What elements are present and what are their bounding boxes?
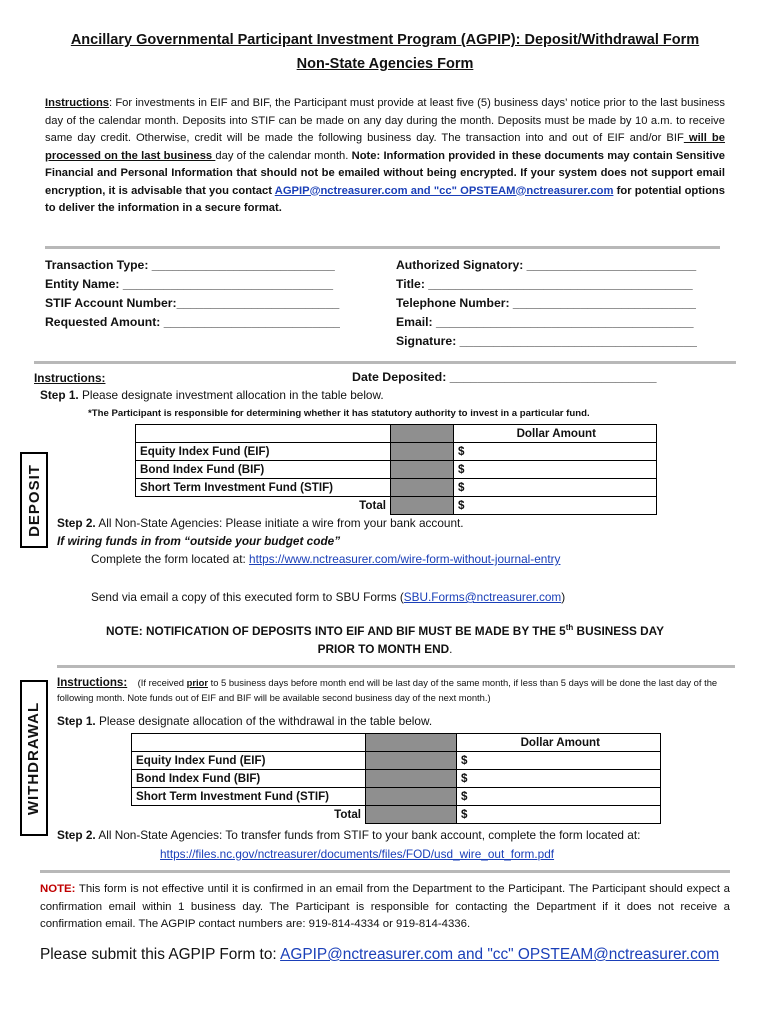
- title-field[interactable]: Title: _______________________________________: [396, 277, 693, 291]
- amount-cell[interactable]: $: [454, 461, 657, 479]
- withdrawal-side-label: WITHDRAWAL: [20, 680, 48, 836]
- intro-note-end: for potential options to deliver the information in a secure format.: [45, 184, 725, 214]
- withdrawal-table: [131, 733, 661, 824]
- withdrawal-instructions: Instructions: (If received prior to 5 business days before month end will be last day of the same month, if less than 5 days will be done the last day of the following month. Note funds out of EIF and BIF will be available second business day of the next month.): [57, 676, 718, 703]
- footer-note: NOTE: This form is not effective until it is confirmed in an email from the Department to the Participant. The Participant should expect a confirmation email within 1 business day. The Participant is responsible for contacting the Department if it does not receive a confirmation email. The AGPIP contact numbers are: 919-814-4334 or 919-814-4336.: [40, 883, 730, 930]
- date-deposited-field[interactable]: Date Deposited: ______________________________: [352, 370, 657, 384]
- dollar-amount-header: Dollar Amount: [457, 734, 661, 752]
- dollar-amount-header: Dollar Amount: [454, 425, 657, 443]
- amount-cell[interactable]: $: [454, 479, 657, 497]
- intro-label: Instructions: [45, 97, 110, 109]
- deposit-table: [135, 424, 657, 515]
- stif-account-field[interactable]: STIF Account Number:________________________: [45, 296, 340, 310]
- wire-form-link[interactable]: https://www.nctreasurer.com/wire-form-without-journal-entry: [249, 552, 561, 566]
- transaction-type-field[interactable]: Transaction Type: ___________________________: [45, 258, 335, 272]
- email-field[interactable]: Email: ______________________________________: [396, 315, 694, 329]
- authority-note: *The Participant is responsible for determining whether it has statutory authority to invest in a particular fund.: [88, 408, 590, 419]
- telephone-field[interactable]: Telephone Number: ___________________________: [396, 296, 696, 310]
- complete-form-line: Complete the form located at: https://www.nctreasurer.com/wire-form-without-journal-entry: [91, 552, 561, 566]
- intro-text: : For investments in EIF and BIF, the Participant must provide at least five (5) business days’ notice prior to the last business day of the calendar month. Deposits into STIF can be made on any day during the month. Deposits must be made by 10 a.m. to receive same day credit. Otherwise, credit will be made the following business day. The transaction into and out of EIF and/or BIF: [45, 97, 725, 144]
- wire-out-form-link[interactable]: https://files.nc.gov/nctreasurer/documents/files/FOD/usd_wire_out_form.pdf: [160, 847, 555, 861]
- fund-name: Bond Index Fund (BIF): [132, 770, 366, 788]
- fund-name: Short Term Investment Fund (STIF): [132, 788, 366, 806]
- amount-cell[interactable]: $: [457, 752, 661, 770]
- divider: [57, 665, 735, 668]
- deposit-step1: Step 1. Please designate investment allocation in the table below.: [40, 388, 384, 402]
- amount-cell[interactable]: $: [457, 788, 661, 806]
- amount-cell[interactable]: $: [457, 770, 661, 788]
- signature-field[interactable]: Signature: ___________________________________: [396, 334, 697, 348]
- divider: [40, 870, 730, 873]
- fund-name: Bond Index Fund (BIF): [136, 461, 391, 479]
- intro-note: Note: Information provided in these documents may contain Sensitive Financial and Personal Information that should not be emailed without being encrypted. If your system does not support email encryption, it is advisable that you contact: [45, 149, 726, 197]
- withdrawal-step2: Step 2. All Non-State Agencies: To transfer funds from STIF to your bank account, complete the form located at:: [57, 828, 641, 842]
- fields-left: [45, 256, 340, 332]
- total-label: Total: [334, 808, 361, 822]
- withdrawal-form-line: [160, 847, 554, 861]
- deposit-step2: Step 2. All Non-State Agencies: Please initiate a wire from your bank account.: [57, 516, 464, 530]
- deposit-instructions-label: Instructions:: [34, 371, 106, 385]
- send-email-line: Send via email a copy of this executed form to SBU Forms (SBU.Forms@nctreasurer.com): [91, 590, 566, 604]
- wire-note: If wiring funds in from “outside your budget code”: [57, 534, 341, 548]
- amount-cell[interactable]: $: [454, 443, 657, 461]
- fund-name: Equity Index Fund (EIF): [132, 752, 366, 770]
- deposit-side-label: DEPOSIT: [20, 452, 48, 548]
- intro-email-link[interactable]: AGPIP@nctreasurer.com and "cc" OPSTEAM@nctreasurer.com: [274, 184, 614, 197]
- submit-line: Please submit this AGPIP Form to: AGPIP@nctreasurer.com and "cc" OPSTEAM@nctreasurer.com: [40, 946, 720, 963]
- divider: [34, 361, 736, 364]
- withdrawal-step1: Step 1. Please designate allocation of the withdrawal in the table below.: [57, 714, 433, 728]
- authorized-signatory-field[interactable]: Authorized Signatory: _________________________: [396, 258, 697, 272]
- page-title: Ancillary Governmental Participant Investment Program (AGPIP): Deposit/Withdrawal Form: [70, 32, 700, 48]
- fund-name: Short Term Investment Fund (STIF): [136, 479, 391, 497]
- deposit-notice: NOTE: NOTIFICATION OF DEPOSITS INTO EIF AND BIF MUST BE MADE BY THE 5th BUSINESS DAY PRIOR TO MONTH END.: [106, 623, 664, 656]
- total-label: Total: [359, 499, 386, 513]
- intro-underlined: will be processed on the last business: [45, 132, 725, 162]
- submit-email-link[interactable]: AGPIP@nctreasurer.com and "cc" OPSTEAM@nctreasurer.com: [280, 946, 720, 963]
- total-amount-cell[interactable]: $: [454, 497, 657, 515]
- sbu-forms-link[interactable]: SBU.Forms@nctreasurer.com: [403, 590, 562, 604]
- entity-name-field[interactable]: Entity Name: _______________________________: [45, 277, 334, 291]
- fields-right: [396, 256, 697, 351]
- divider: [45, 246, 720, 249]
- fund-name: Equity Index Fund (EIF): [136, 443, 391, 461]
- total-amount-cell[interactable]: $: [457, 806, 661, 824]
- note-label: NOTE:: [40, 883, 76, 895]
- intro-instructions: [45, 95, 725, 218]
- page-subtitle: Non-State Agencies Form: [296, 56, 474, 72]
- requested-amount-field[interactable]: Requested Amount: __________________________: [45, 315, 340, 329]
- intro-text2: day of the calendar month.: [215, 149, 352, 162]
